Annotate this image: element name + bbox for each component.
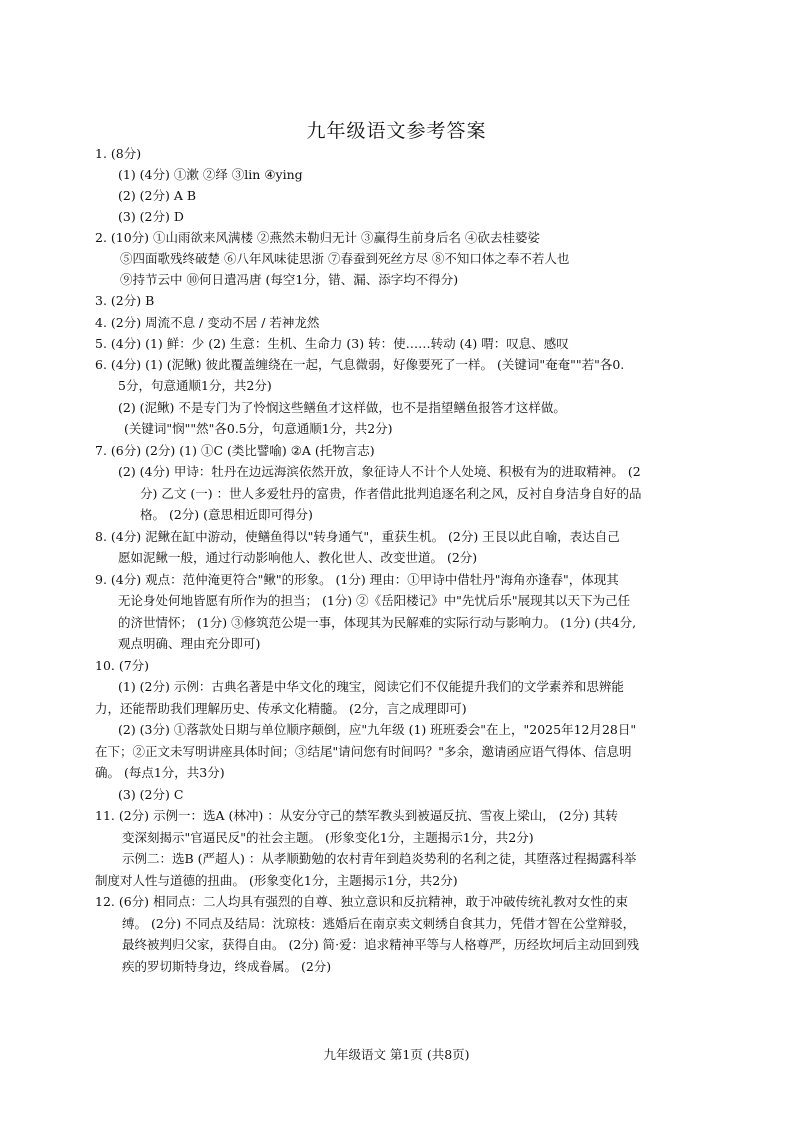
text-line: 制度对人性与道德的扭曲。 (形象变化1分，主题揭示1分，共2分) — [95, 873, 458, 888]
text-line: (3) (2分) D — [118, 209, 184, 224]
text-line: 变深刻揭示"官逼民反"的社会主题。 (形象变化1分，主题揭示1分，共2分) — [122, 830, 534, 845]
text-line: 5. (4分) (1) 鲜：少 (2) 生意：生机、生命力 (3) 转：使……转动 (4) 喟：叹息、感叹 — [95, 336, 569, 351]
text-line: (1) (2分) 示例：古典名著是中华文化的瑰宝，阅读它们不仅能提升我们的文学素养和思辨能 — [118, 679, 624, 694]
text-line: 疾的罗切斯特身边，终成眷属。 (2分) — [122, 959, 332, 974]
text-line: 10. (7分) — [95, 658, 150, 673]
text-line: 9. (4分) 观点：范仲淹更符合"鳅"的形象。 (1分) 理由：①甲诗中借牡丹"海角亦逢春"，体现其 — [95, 572, 619, 587]
page-footer: 九年级语文 第1页 (共8页) — [323, 1047, 470, 1062]
text-line: 3. (2分) B — [95, 293, 155, 308]
text-line: (2) (3分) ①落款处日期与单位顺序颠倒，应"九年级 (1) 班班委会"在上，"2025年12月28日" — [118, 722, 637, 737]
text-line: 最终被判归父家，获得自由。 (2分) 简·爱：追求精神平等与人格尊严，历经坎坷后主动回到残 — [122, 937, 640, 952]
text-line: (3) (2分) C — [118, 787, 184, 802]
text-line: 力，还能帮助我们理解历史、传承文化精髓。 (2分，言之成理即可) — [95, 701, 467, 716]
text-line: 的济世情怀； (1分) ③修筑范公堤一事，体现其为民解难的实际行动与影响力。 (1分) (共4分, — [118, 615, 637, 630]
text-line: 无论身处何地皆愿有所作为的担当； (1分) ②《岳阳楼记》中"先忧后乐"展现其以天下为己任 — [118, 593, 631, 608]
text-line: 7. (6分) (2分) (1) ①C (类比譬喻) ②A (托物言志) — [95, 443, 375, 458]
text-line: 示例二：选B (严超人) ：从孝顺勤勉的农村青年到趋炎势利的名利之徒，其堕落过程揭露科举 — [122, 851, 637, 866]
text-line: 11. (2分) 示例一：选A (林冲) ：从安分守己的禁军教头到被逼反抗、雪夜上梁山， (2分) 其转 — [95, 808, 618, 823]
text-line: 愿如泥鳅一般，通过行动影响他人、教化世人、改变世道。 (2分) — [118, 550, 478, 565]
text-line: 在下；②正文未写明讲座具体时间；③结尾"请问您有时间吗？"多余，邀请函应语气得体、信息明 — [95, 744, 632, 759]
text-line: (2) (2分) A B — [118, 188, 197, 203]
text-line: 分) 乙文 (一) ：世人多爱牡丹的富贵，作者借此批判追逐名利之风，反衬自身洁身自好的品 — [140, 486, 642, 501]
text-line: 5分，句意通顺1分，共2分) — [118, 378, 272, 393]
text-line: ⑤四面歌残终破楚 ⑥八年风味徒思浙 ⑦春蚕到死丝方尽 ⑧不知口体之奉不若人也 — [120, 251, 570, 266]
text-line: 确。 (每点1分，共3分) — [95, 765, 225, 780]
text-line: (2) (4分) 甲诗：牡丹在边远海滨依然开放，象征诗人不计个人处境、积极有为的进取精神。 (2 — [118, 464, 641, 479]
page-title: 九年级语文参考答案 — [306, 120, 487, 142]
text-line: 缚。 (2分) 不同点及结局：沈琼枝：逃婚后在南京卖文刺绣自食其力，凭借才智在公堂辩驳， — [122, 916, 636, 931]
text-line: 2. (10分) ①山雨欲来风满楼 ②燕然未勒归无计 ③赢得生前身后名 ④砍去桂婆娑 — [95, 230, 540, 245]
text-line: (1) (4分) ①漱 ②绎 ③lin ④ying — [118, 167, 303, 182]
text-line: 观点明确、理由充分即可) — [118, 636, 261, 651]
text-line: 6. (4分) (1) (泥鳅) 彼此覆盖缠绕在一起，气息微弱，好像要死了一样。 (关键词"奄奄""若"各0. — [95, 357, 625, 372]
text-line: 4. (2分) 周流不息 / 变动不居 / 若神龙然 — [95, 315, 320, 330]
text-line: (关键词"悯""然"各0.5分，句意通顺1分，共2分) — [124, 421, 393, 436]
text-line: 12. (6分) 相同点：二人均具有强烈的自尊、独立意识和反抗精神，敢于冲破传统礼教对女性的束 — [95, 894, 629, 909]
text-line: ⑨持节云中 ⑩何日遣冯唐 (每空1分，错、漏、添字均不得分) — [120, 272, 459, 287]
text-line: 格。 (2分) (意思相近即可得分) — [140, 507, 313, 522]
text-line: (2) (泥鳅) 不是专门为了怜悯这些鳝鱼才这样做，也不是指望鳝鱼报答才这样做。 — [118, 400, 566, 415]
text-line: 8. (4分) 泥鳅在缸中游动，使鳝鱼得以"转身通气"，重获生机。 (2分) 王艮以此自喻，表达自己 — [95, 529, 620, 544]
text-line: 1. (8分) — [95, 146, 142, 161]
